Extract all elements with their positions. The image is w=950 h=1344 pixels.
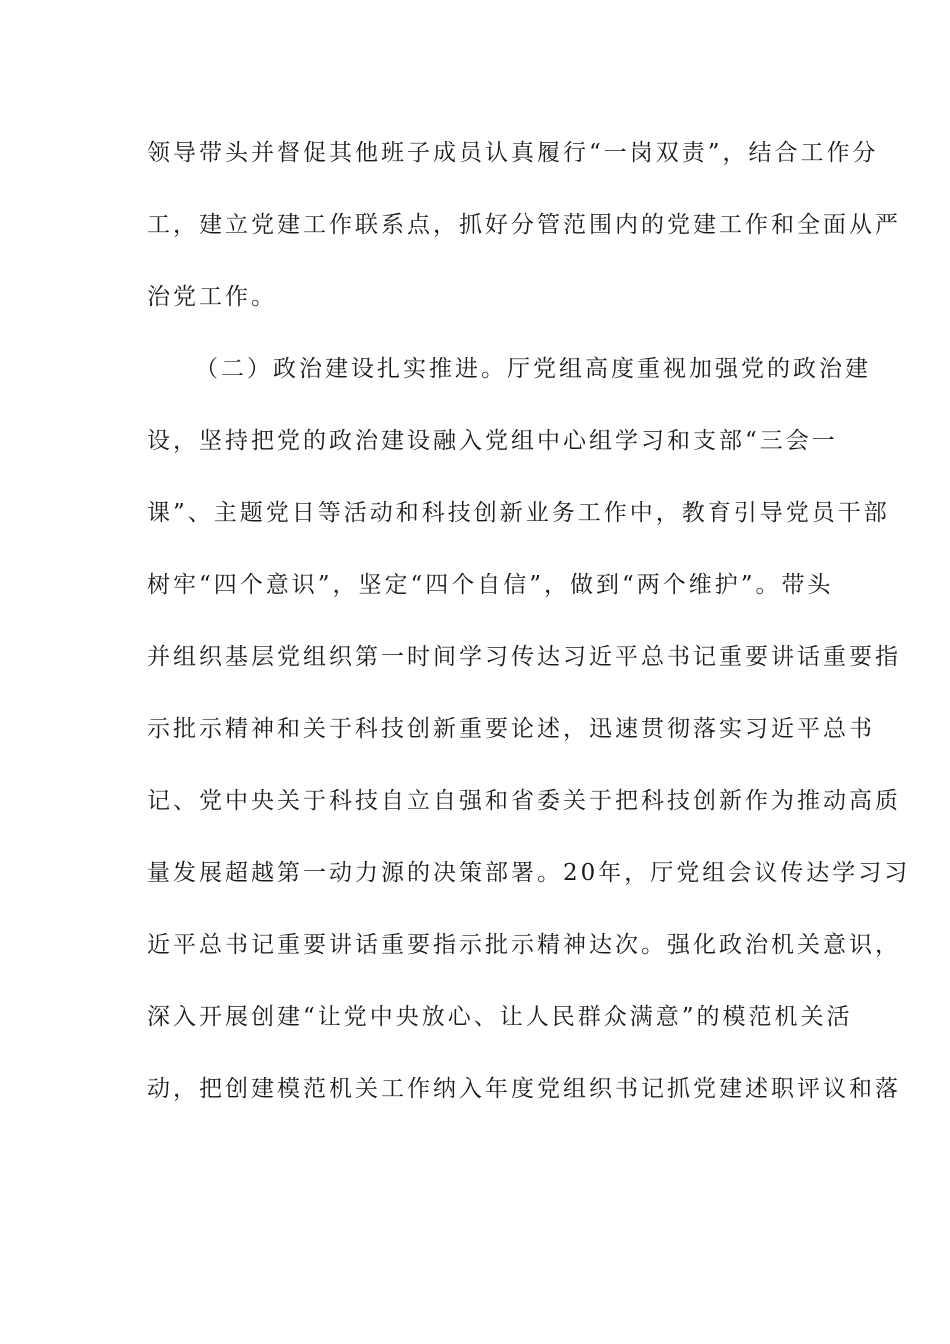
section-heading-line: （二）政治建设扎实推进。厅党组高度重视加强党的政治建 [195, 356, 871, 382]
text-line: 并组织基层党组织第一时间学习传达习近平总书记重要讲话重要指 [147, 644, 901, 670]
text-line: 记、党中央关于科技自立自强和省委关于把科技创新作为推动高质 [147, 788, 901, 814]
text-line: 近平总书记重要讲话重要指示批示精神达次。强化政治机关意识， [147, 932, 901, 958]
body-text [147, 130, 911, 1138]
text-line: 课”、主题党日等活动和科技创新业务工作中，教育引导党员干部 [147, 500, 890, 526]
text-line: 深入开展创建“让党中央放心、让人民群众满意”的模范机关活 [147, 1004, 853, 1030]
text-line: 设，坚持把党的政治建设融入党组中心组学习和支部“三会一 [147, 428, 838, 454]
text-line: 治党工作。 [147, 284, 277, 310]
text-line: 示批示精神和关于科技创新重要论述，迅速贯彻落实习近平总书 [147, 716, 875, 742]
text-line: 量发展超越第一动力源的决策部署。20年，厅党组会议传达学习习 [147, 860, 911, 886]
text-line: 动，把创建模范机关工作纳入年度党组织书记抓党建述职评议和落 [147, 1076, 901, 1102]
text-line: 工，建立党建工作联系点，抓好分管范围内的党建工作和全面从严 [147, 212, 901, 238]
text-line: 领导带头并督促其他班子成员认真履行“一岗双责”，结合工作分 [147, 140, 879, 166]
text-line: 树牢“四个意识”，坚定“四个自信”，做到“两个维护”。带头 [147, 572, 834, 598]
